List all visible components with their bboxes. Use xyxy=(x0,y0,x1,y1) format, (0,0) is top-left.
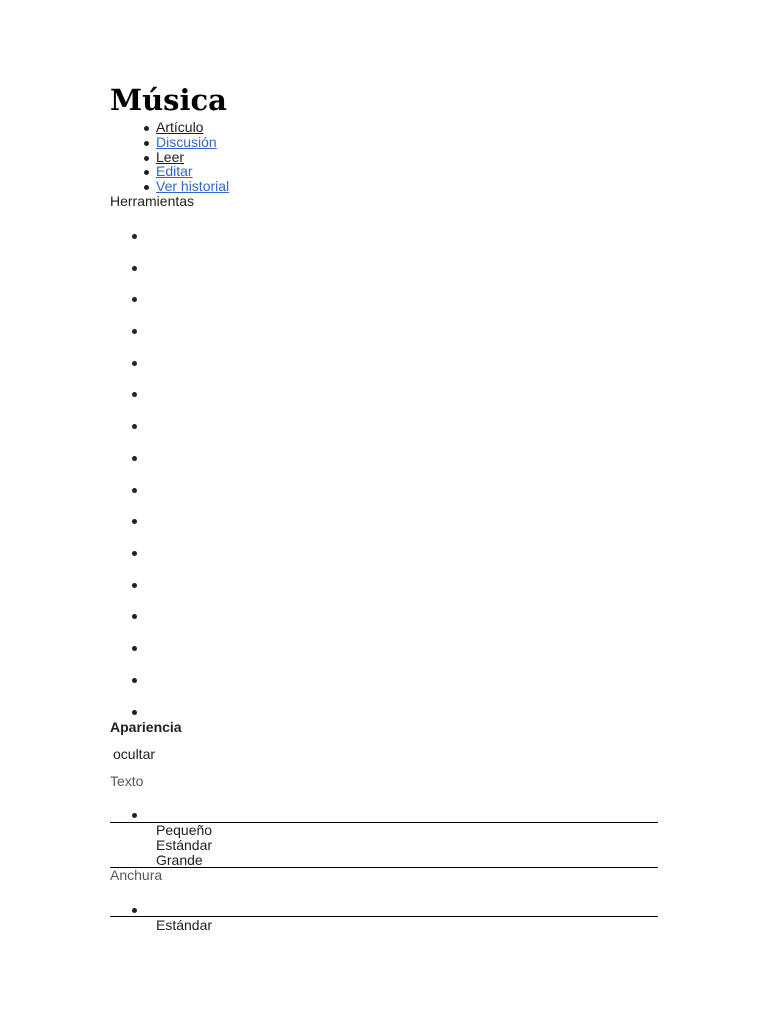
tools-list-bullet xyxy=(132,392,137,397)
tab-edit[interactable]: Editar xyxy=(156,163,193,180)
text-size-option-small[interactable]: Pequeño xyxy=(156,822,213,838)
text-size-option-large[interactable]: Grande xyxy=(156,852,203,868)
tools-list-bullet xyxy=(132,646,137,651)
tab-history-item xyxy=(156,179,229,194)
tools-list-bullet xyxy=(132,710,137,715)
page-tabs xyxy=(156,120,229,194)
tab-read[interactable]: Leer xyxy=(156,148,185,165)
tools-list-bullet xyxy=(132,456,137,461)
tools-menu-label[interactable]: Herramientas xyxy=(110,193,195,209)
tools-list-bullet xyxy=(132,551,137,556)
tools-list-bullet xyxy=(132,519,137,524)
width-option-standard[interactable]: Estándar xyxy=(156,917,213,933)
text-size-label: Texto xyxy=(110,773,144,789)
text-size-list-bullet xyxy=(132,813,137,818)
tab-article-item xyxy=(156,120,229,135)
tab-edit-item xyxy=(156,164,229,179)
tools-list-bullet xyxy=(132,424,137,429)
tools-list-bullet xyxy=(132,583,137,588)
width-list-bullet xyxy=(132,908,137,913)
tools-list-bullet xyxy=(132,614,137,619)
width-label: Anchura xyxy=(110,867,163,883)
tools-list-bullet xyxy=(132,361,137,366)
tab-read-item xyxy=(156,150,229,165)
tab-discussion[interactable]: Discusión xyxy=(156,133,217,150)
tools-list-bullet xyxy=(132,488,137,493)
tools-list-bullet xyxy=(132,266,137,271)
tools-list-bullet xyxy=(132,234,137,239)
text-size-divider-bottom xyxy=(110,867,658,868)
appearance-hide-button[interactable]: ocultar xyxy=(113,746,156,762)
text-size-option-standard[interactable]: Estándar xyxy=(156,837,213,853)
tools-list-bullet xyxy=(132,297,137,302)
tab-discussion-item xyxy=(156,135,229,150)
tools-list-bullet xyxy=(132,678,137,683)
tools-list-bullet xyxy=(132,329,137,334)
tab-view-history[interactable]: Ver historial xyxy=(156,178,230,195)
tab-article[interactable]: Artículo xyxy=(156,119,204,135)
page-title: Música xyxy=(110,83,227,117)
appearance-heading: Apariencia xyxy=(110,719,182,735)
